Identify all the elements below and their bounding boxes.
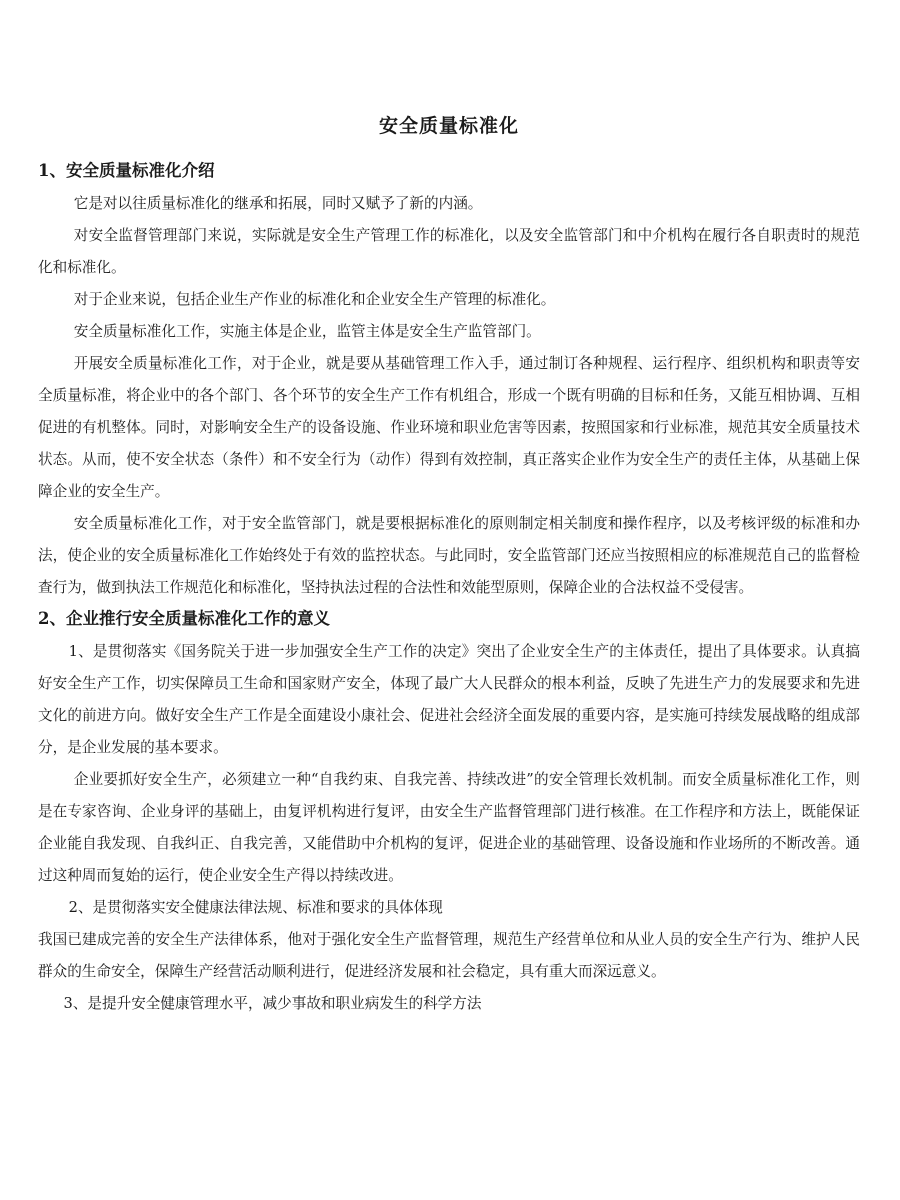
section-2-subheading: 2、是贯彻落实安全健康法律法规、标准和要求的具体体现 — [68, 899, 443, 916]
section-1-paragraph: 对于企业来说，包括企业生产作业的标准化和企业安全生产管理的标准化。 — [73, 291, 556, 308]
section-2-heading: 2、企业推行安全质量标准化工作的意义 — [38, 609, 330, 628]
section-1-paragraph: 开展安全质量标准化工作，对于企业，就是要从基础管理工作入手，通过制订各种规程、运行程序、组织机构和职责等安全质量标准，将企业中的各个部门、各个环节的安全生产工作有机组合，形成一个既有明确的目标和任务，又能互相协调、互相促进的有机整体。同时，对影响安全生产的设备设施、作业环境和职业危害等因素，按照国家和行业标准，规范其安全质量技术状态。从而，使不安全状态（条件）和不安全行为（动作）得到有效控制，真正落实企业作为安全生产的责任主体，从基础上保障企业的安全生产。 — [38, 355, 860, 500]
section-1-paragraph: 安全质量标准化工作，实施主体是企业，监管主体是安全生产监管部门。 — [73, 323, 541, 340]
section-1-paragraph: 安全质量标准化工作，对于安全监管部门，就是要根据标准化的原则制定相关制度和操作程序，以及考核评级的标准和办法，使企业的安全质量标准化工作始终处于有效的监控状态。与此同时，安全监管部门还应当按照相应的标准规范自己的监督检查行为，做到执法工作规范化和标准化，坚持执法过程的合法性和效能型原则，保障企业的合法权益不受侵害。 — [38, 515, 860, 596]
section-1-paragraph: 对安全监督管理部门来说，实际就是安全生产管理工作的标准化，以及安全监管部门和中介机构在履行各自职责时的规范化和标准化。 — [38, 227, 860, 276]
section-1-paragraph: 它是对以往质量标准化的继承和拓展，同时又赋予了新的内涵。 — [73, 195, 483, 212]
section-2-subheading: 3、是提升安全健康管理水平，减少事故和职业病发生的科学方法 — [63, 995, 482, 1012]
section-2-paragraph: 1、是贯彻落实《国务院关于进一步加强安全生产工作的决定》突出了企业安全生产的主体责任，提出了具体要求。认真搞好安全生产工作，切实保障员工生命和国家财产安全，体现了最广大人民群众的根本利益，反映了先进生产力的发展要求和先进文化的前进方向。做好安全生产工作是全面建设小康社会、促进社会经济全面发展的重要内容，是实施可持续发展战略的组成部分，是企业发展的基本要求。 — [38, 643, 860, 756]
section-2-paragraph: 企业要抓好安全生产，必须建立一种“自我约束、自我完善、持续改进”的安全管理长效机制。而安全质量标准化工作，则是在专家咨询、企业身评的基础上，由复评机构进行复评，由安全生产监督管理部门进行核准。在工作程序和方法上，既能保证企业能自我发现、自我纠正、自我完善，又能借助中介机构的复评，促进企业的基础管理、设备设施和作业场所的不断改善。通过这种周而复始的运行，使企业安全生产得以持续改进。 — [38, 771, 860, 884]
document-title: 安全质量标准化 — [378, 115, 519, 137]
document-body — [38, 112, 860, 1020]
section-2-paragraph: 我国已建成完善的安全生产法律体系，他对于强化安全生产监督管理，规范生产经营单位和从业人员的安全生产行为、维护人民群众的生命安全，保障生产经营活动顺利进行，促进经济发展和社会稳定，具有重大而深远意义。 — [38, 931, 860, 980]
section-1-heading: 1、安全质量标准化介绍 — [38, 161, 215, 180]
